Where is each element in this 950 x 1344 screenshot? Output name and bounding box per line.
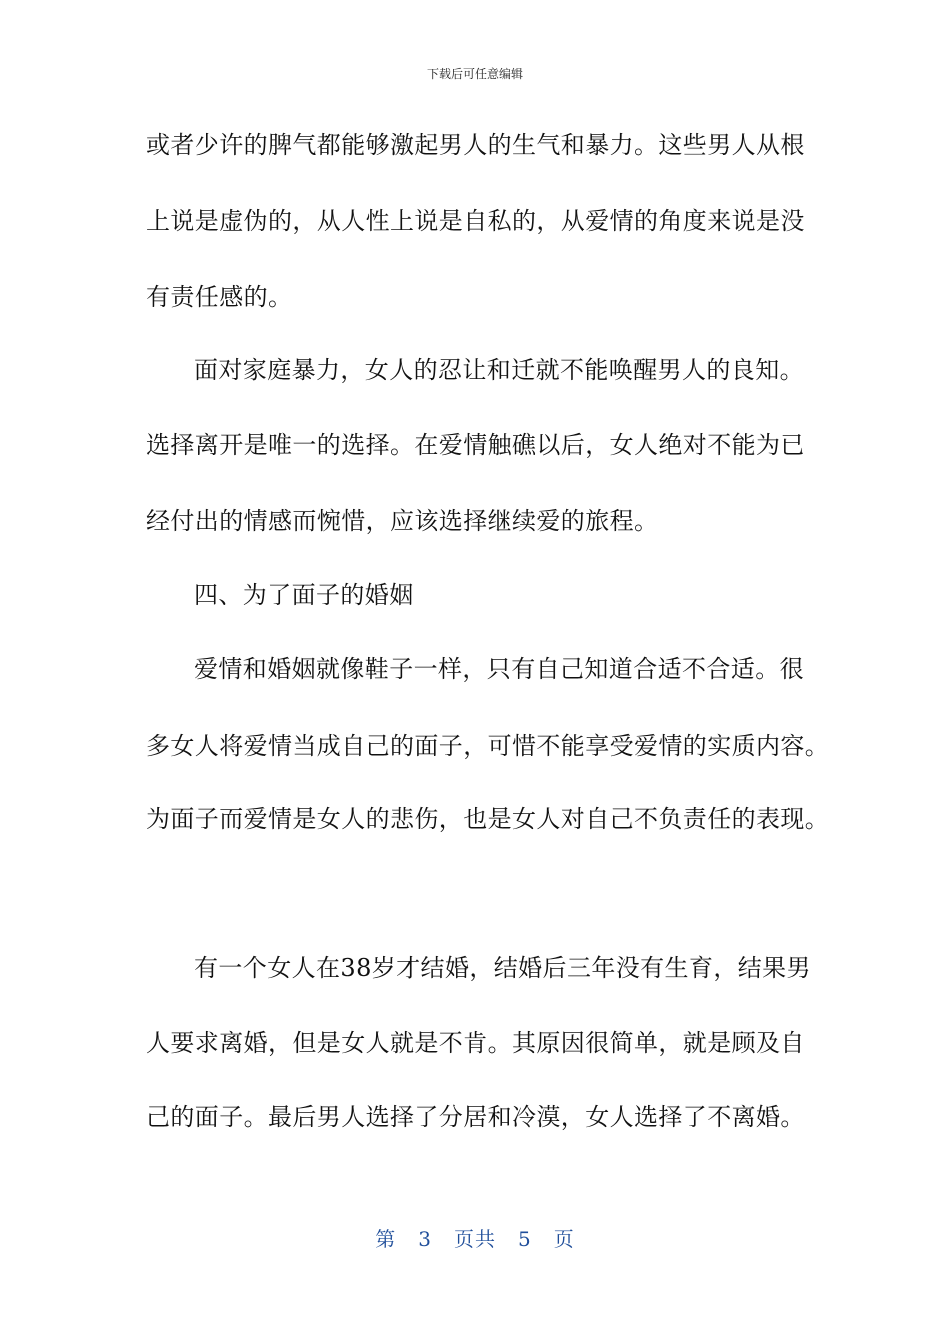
text-line: 选择离开是唯一的选择。在爱情触礁以后，女人绝对不能为已 (146, 431, 805, 459)
text-line: 多女人将爱情当成自己的面子，可惜不能享受爱情的实质内容。 (146, 732, 830, 760)
paragraph-line: 面对家庭暴力，女人的忍让和迁就不能唤醒男人的良知。 (194, 356, 804, 384)
text-line: 有责任感的。 (146, 283, 293, 311)
current-page-number: 3 (418, 1227, 432, 1251)
footer-suffix: 页 (553, 1227, 575, 1251)
text-line: 经付出的情感而惋惜，应该选择继续爱的旅程。 (146, 507, 659, 535)
total-pages-number: 5 (518, 1227, 532, 1251)
paragraph-line: 有一个女人在38岁才结婚，结婚后三年没有生育，结果男 (194, 954, 811, 982)
footer-prefix: 第 (375, 1227, 397, 1251)
text-line: 己的面子。最后男人选择了分居和冷漠，女人选择了不离婚。 (146, 1103, 805, 1131)
footer-middle: 页共 (454, 1227, 496, 1251)
page-footer (0, 1226, 950, 1252)
paragraph-line: 爱情和婚姻就像鞋子一样，只有自己知道合适不合适。很 (194, 655, 804, 683)
header-note: 下载后可任意编辑 (426, 67, 523, 81)
text-line: 上说是虚伪的，从人性上说是自私的，从爱情的角度来说是没 (146, 207, 805, 235)
text-line: 人要求离婚，但是女人就是不肯。其原因很简单，就是顾及自 (146, 1029, 805, 1057)
text-line: 或者少许的脾气都能够激起男人的生气和暴力。这些男人从根 (146, 131, 805, 159)
section-heading: 四、为了面子的婚姻 (194, 581, 414, 609)
text-line: 为面子而爱情是女人的悲伤，也是女人对自己不负责任的表现。 (146, 805, 830, 833)
